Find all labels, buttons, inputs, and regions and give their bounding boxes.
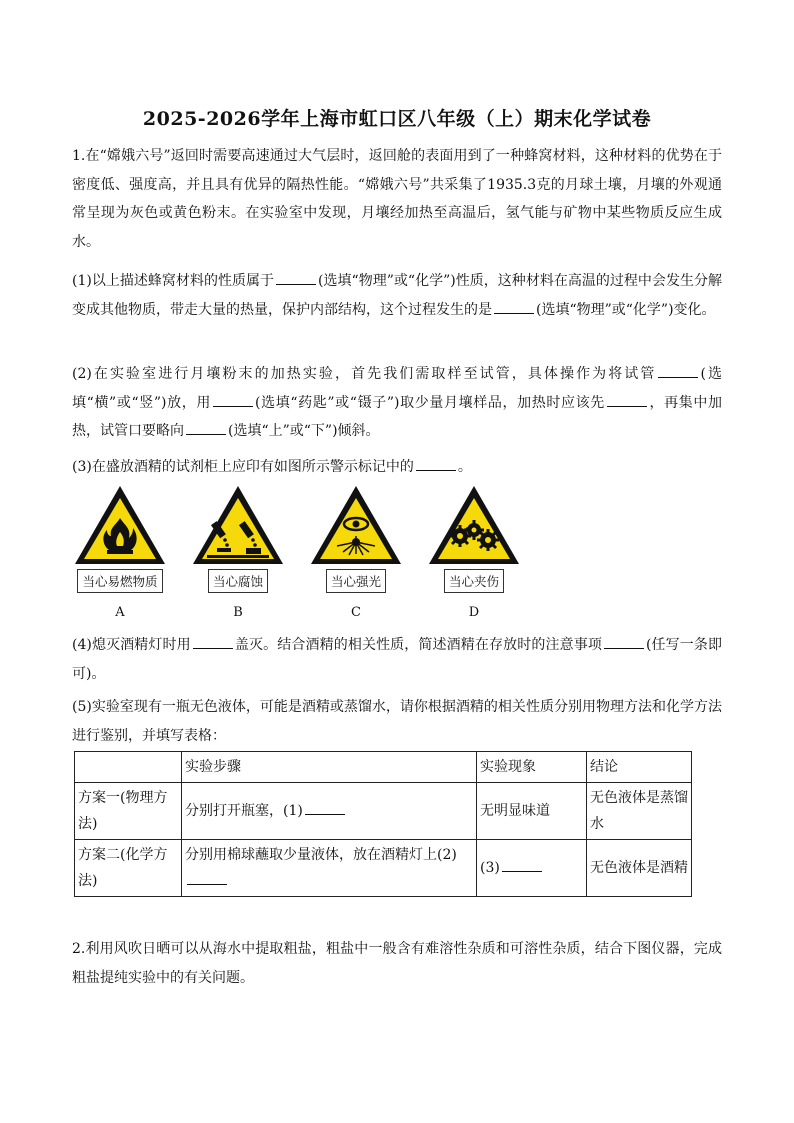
table-header: 实验现象 — [477, 752, 587, 783]
answer-blank[interactable] — [416, 455, 456, 471]
table-cell: 分别打开瓶塞，(1) — [182, 783, 477, 840]
sign-letter: A — [115, 605, 125, 620]
flame-icon — [73, 484, 167, 566]
table-row — [75, 840, 692, 897]
table-cell: 方案一(物理方法) — [75, 783, 182, 840]
answer-blank[interactable] — [658, 362, 698, 378]
table-header: 实验步骤 — [182, 752, 477, 783]
gears-icon — [427, 484, 521, 566]
identification-table — [74, 751, 692, 897]
q1-part3: (3)在盛放酒精的试剂柜上应印有如图所示警示标记中的 。 — [72, 453, 722, 482]
sign-letter: B — [233, 605, 243, 620]
table-cell: 无色液体是蒸馏水 — [587, 783, 692, 840]
answer-blank[interactable] — [276, 269, 316, 285]
q1-part2: (2)在实验室进行月壤粉末的加热实验，首先我们需取样至试管，具体操作为将试管 (选填“横”或“竖”)放，用 (选填“药匙”或“镊子”)取少量月壤样品，加热时应该先 ，再集中加热，试管口要略向 (选填“上”或“下”)倾斜。 — [72, 360, 722, 446]
table-cell: 无色液体是酒精 — [587, 840, 692, 897]
sign-letter: D — [468, 605, 480, 620]
table-cell: 分别用棉球蘸取少量液体，放在酒精灯上(2) — [182, 840, 477, 897]
answer-blank[interactable] — [305, 799, 345, 815]
table-cell: 方案二(化学方法) — [75, 840, 182, 897]
answer-blank[interactable] — [607, 391, 647, 407]
answer-blank[interactable] — [494, 298, 534, 314]
sign-d — [426, 484, 522, 620]
sign-c — [308, 484, 404, 620]
strong-light-icon — [309, 484, 403, 566]
answer-blank[interactable] — [186, 419, 226, 435]
q1-intro: 1.在“嫦娥六号”返回时需要高速通过大气层时，返回舱的表面用到了一种蜂窝材料，这种材料的优势在于密度低、强度高，并且具有优异的隔热性能。“嫦娥六号”共采集了1935.3克的月球土壤，月壤的外观通常呈现为灰色或黄色粉末。在实验室中发现，月壤经加热至高温后，氢气能与矿物中某些物质反应生成水。 — [72, 148, 722, 250]
table-cell: (3) — [477, 840, 587, 897]
warning-signs — [72, 484, 532, 634]
q1-part4: (4)熄灭酒精灯时用 盖灭。结合酒精的相关性质，简述酒精在存放时的注意事项 (任写一条即可)。 — [72, 631, 722, 688]
q2-text: 2.利用风吹日晒可以从海水中提取粗盐，粗盐中一般含有难溶性杂质和可溶性杂质，结合下图仪器，完成粗盐提纯实验中的有关问题。 — [72, 941, 722, 986]
sign-label: 当心易燃物质 — [77, 569, 162, 593]
corrosion-icon — [191, 484, 285, 566]
table-header — [75, 752, 182, 783]
table-row — [75, 783, 692, 840]
answer-blank[interactable] — [213, 391, 253, 407]
sign-a — [72, 484, 168, 620]
sign-letter: C — [351, 605, 361, 620]
answer-blank[interactable] — [193, 633, 233, 649]
sign-label: 当心强光 — [326, 569, 386, 593]
table-header-row — [75, 752, 692, 783]
table-cell: 无明显味道 — [477, 783, 587, 840]
table-header: 结论 — [587, 752, 692, 783]
sign-label: 当心腐蚀 — [208, 569, 268, 593]
page-title: 2025-2026学年上海市虹口区八年级（上）期末化学试卷 — [142, 108, 652, 130]
answer-blank[interactable] — [604, 633, 644, 649]
q1-part1: (1)以上描述蜂窝材料的性质属于 (选填“物理”或“化学”)性质，这种材料在高温的过程中会发生分解变成其他物质，带走大量的热量，保护内部结构，这个过程发生的是 (选填“物理”或“化学”)变化。 — [72, 267, 722, 324]
answer-blank[interactable] — [502, 856, 542, 872]
sign-b — [190, 484, 286, 620]
sign-label: 当心夹伤 — [444, 569, 504, 593]
answer-blank[interactable] — [187, 869, 227, 885]
q1-part5: (5)实验室现有一瓶无色液体，可能是酒精或蒸馏水，请你根据酒精的相关性质分别用物理方法和化学方法进行鉴别，并填写表格： — [72, 699, 722, 744]
